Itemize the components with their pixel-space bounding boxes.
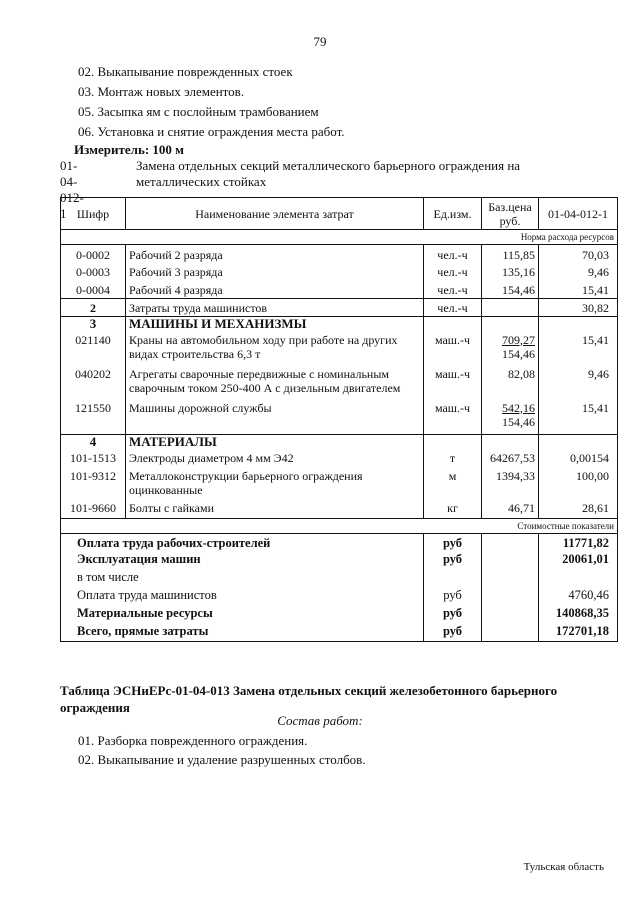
summary-row: Эксплуатация машин руб 20061,01 (61, 552, 618, 570)
summary-row: в том числе (61, 570, 618, 588)
page-number: 79 (313, 34, 327, 49)
section-row: 3 МАШИНЫ И МЕХАНИЗМЫ (61, 317, 618, 333)
header-norm: 01-04-012-1 (539, 198, 618, 230)
work-item: 02. Выкапывание и удаление разрушенных столбов. (78, 752, 366, 767)
table-row: 2 Затраты труда машинистов чел.-ч 30,82 (61, 299, 618, 317)
norm-subheader: Норма расхода ресурсов (61, 230, 618, 245)
work-item: 03. Монтаж новых элементов. (78, 84, 245, 99)
item-title: Замена отдельных секций металлического барьерного ограждения на металлических стойках (136, 158, 521, 189)
table-row: 121550 Машины дорожной службы маш.-ч 542,16 154,46 15,41 (61, 401, 618, 435)
table-row: 0-0002 Рабочий 2 разряда чел.-ч 115,85 70,03 (61, 245, 618, 263)
table-row: 101-9660 Болты с гайками кг 46,71 28,61 (61, 501, 618, 519)
summary-row: Всего, прямые затраты руб 172701,18 (61, 624, 618, 642)
table-row: 101-9312 Металлоконструкции барьерного ограждения оцинкованные м 1394,33 100,00 (61, 469, 618, 501)
work-item: 05. Засыпка ям с послойным трамбованием (78, 104, 319, 119)
table-row: 0-0003 Рабочий 3 разряда чел.-ч 135,16 9,46 (61, 263, 618, 281)
measure-unit: Измеритель: 100 м (74, 142, 185, 157)
header-unit: Ед.изм. (424, 198, 482, 230)
region-footer: Тульская область (523, 861, 604, 873)
table-row: 021140 Краны на автомобильном ходу при работе на других видах строительства 6,3 т маш.-ч 709,27 154,46 15,41 (61, 333, 618, 367)
summary-row: Оплата труда рабочих-строителей руб 11771,82 (61, 534, 618, 552)
work-item: 01. Разборка поврежденного ограждения. (78, 733, 308, 748)
resource-table (60, 197, 618, 642)
header-price: Баз.цена руб. (482, 198, 539, 230)
summary-row: Оплата труда машинистов руб 4760,46 (61, 588, 618, 606)
header-code: Шифр (61, 198, 126, 230)
section-row: 4 МАТЕРИАЛЫ (61, 435, 618, 451)
table-row: 040202 Агрегаты сварочные передвижные с номинальным сварочным током 250-400 А с дизельным двигателем маш.-ч 82,08 9,46 (61, 367, 618, 401)
header-name: Наименование элемента затрат (126, 198, 424, 230)
table-row: 0-0004 Рабочий 4 разряда чел.-ч 154,46 15,41 (61, 281, 618, 299)
item-code: 01-04-012-1 (60, 158, 84, 221)
cost-subheader: Стоимостные показатели (61, 519, 618, 534)
next-table-title: Таблица ЭСНиЕРс-01-04-013 Замена отдельных секций железобетонного барьерного ограждения (60, 683, 558, 715)
summary-row: Материальные ресурсы руб 140868,35 (61, 606, 618, 624)
table-row: 101-1513 Электроды диаметром 4 мм Э42 т 64267,53 0,00154 (61, 451, 618, 469)
work-item: 02. Выкапывание поврежденных стоек (78, 64, 293, 79)
composition-heading: Состав работ: (277, 713, 363, 728)
work-item: 06. Установка и снятие ограждения места работ. (78, 124, 345, 139)
